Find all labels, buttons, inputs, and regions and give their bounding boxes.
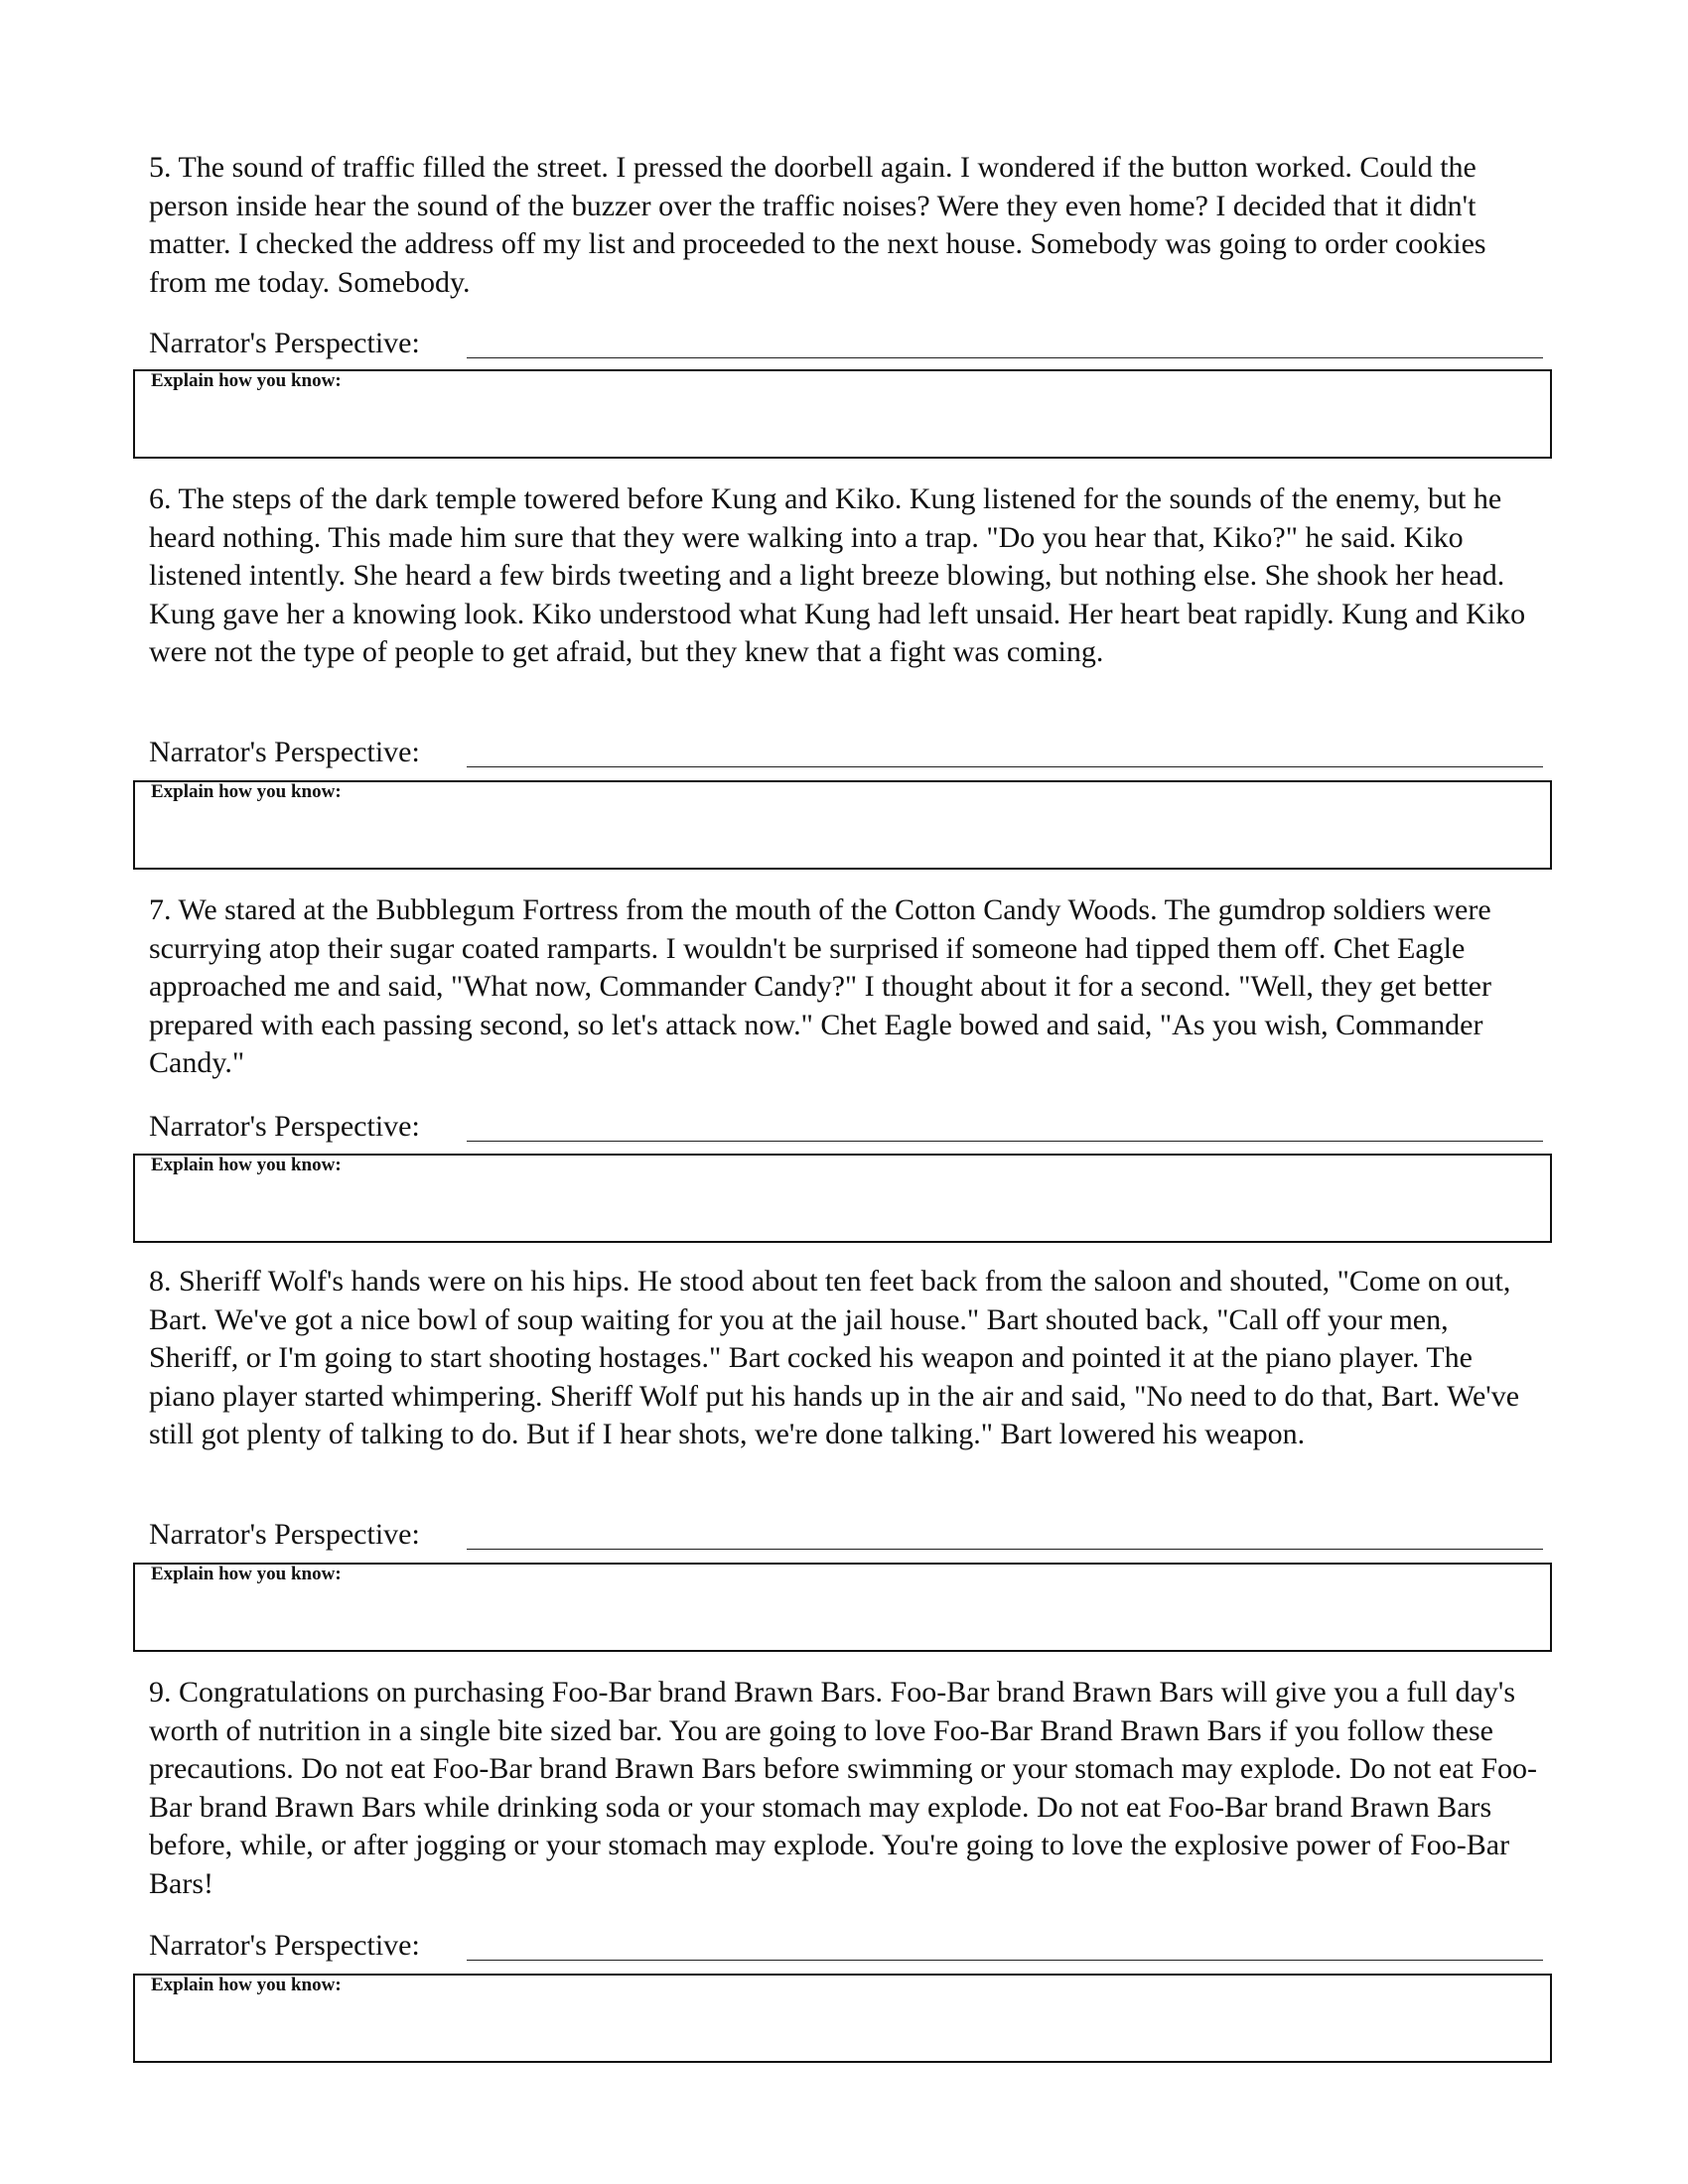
explain-label: Explain how you know: bbox=[151, 1155, 342, 1175]
explain-box[interactable] bbox=[133, 1563, 1552, 1652]
explain-label: Explain how you know: bbox=[151, 370, 342, 391]
explain-label: Explain how you know: bbox=[151, 1975, 342, 1995]
passage-text: 6. The steps of the dark temple towered before Kung and Kiko. Kung listened for the sounds of the enemy, but he heard nothing. This made him sure that they were walking into a trap. "Do you hear that, Kiko?" he said. Kiko listened intently. She heard a few birds tweeting and a light breeze blowing, but nothing else. She shook her head. Kung gave her a knowing look. Kiko understood what Kung had left unsaid. Her heart beat rapidly. Kung and Kiko were not the type of people to get afraid, but they knew that a fight was coming. bbox=[149, 482, 1526, 668]
perspective-label: Narrator's Perspective: bbox=[149, 1110, 420, 1143]
perspective-answer-line[interactable] bbox=[467, 357, 1543, 358]
passage-text: 7. We stared at the Bubblegum Fortress from the mouth of the Cotton Candy Woods. The gumdrop soldiers were scurrying atop their sugar coated ramparts. I wouldn't be surprised if someone had tipped them off. Chet Eagle approached me and said, "What now, Commander Candy?" I thought about it for a second. "Well, they get better prepared with each passing second, so let's attack now." Chet Eagle bowed and said, "As you wish, Commander Candy." bbox=[149, 893, 1491, 1079]
passage-text: 8. Sheriff Wolf's hands were on his hips. He stood about ten feet back from the saloon and shouted, "Come on out, Bart. We've got a nice bowl of soup waiting for you at the jail house." Bart shouted back, "Call off your men, Sheriff, or I'm going to start shooting hostages." Bart cocked his weapon and pointed it at the piano player. The piano player started whimpering. Sheriff Wolf put his hands up in the air and said, "No need to do that, Bart. We've still got plenty of talking to do. But if I hear shots, we're done talking." Bart lowered his weapon. bbox=[149, 1265, 1520, 1450]
perspective-label: Narrator's Perspective: bbox=[149, 327, 420, 359]
narrator-perspective-row bbox=[149, 325, 1543, 362]
perspective-label: Narrator's Perspective: bbox=[149, 1518, 420, 1551]
passage-text: 9. Congratulations on purchasing Foo-Bar brand Brawn Bars. Foo-Bar brand Brawn Bars will give you a full day's worth of nutrition in a single bite sized bar. You are going to love Foo-Bar Brand Brawn Bars if you follow these precautions. Do not eat Foo-Bar brand Brawn Bars before swimming or your stomach may explode. Do not eat Foo-Bar brand Brawn Bars while drinking soda or your stomach may explode. Do not eat Foo-Bar brand Brawn Bars before, while, or after jogging or your stomach may explode. You're going to love the explosive power of Foo-Bar Bars! bbox=[149, 1676, 1538, 1900]
explain-label: Explain how you know: bbox=[151, 1564, 342, 1584]
perspective-label: Narrator's Perspective: bbox=[149, 736, 420, 768]
explain-box[interactable] bbox=[133, 1974, 1552, 2063]
perspective-answer-line[interactable] bbox=[467, 1549, 1543, 1550]
perspective-answer-line[interactable] bbox=[467, 1141, 1543, 1142]
passage-text: 5. The sound of traffic filled the street. I pressed the doorbell again. I wondered if the button worked. Could the person inside hear the sound of the buzzer over the traffic noises? Were they even home? I decided that it didn't matter. I checked the address off my list and proceeded to the next house. Somebody was going to order cookies from me today. Somebody. bbox=[149, 151, 1486, 299]
perspective-label: Narrator's Perspective: bbox=[149, 1929, 420, 1962]
perspective-answer-line[interactable] bbox=[467, 1960, 1543, 1961]
perspective-answer-line[interactable] bbox=[467, 766, 1543, 767]
narrator-perspective-row bbox=[149, 1108, 1543, 1146]
narrator-perspective-row bbox=[149, 1516, 1543, 1554]
narrator-perspective-row bbox=[149, 1927, 1543, 1965]
explain-box[interactable] bbox=[133, 780, 1552, 870]
explain-box[interactable] bbox=[133, 1154, 1552, 1243]
explain-label: Explain how you know: bbox=[151, 781, 342, 802]
explain-box[interactable] bbox=[133, 369, 1552, 459]
narrator-perspective-row bbox=[149, 734, 1543, 771]
